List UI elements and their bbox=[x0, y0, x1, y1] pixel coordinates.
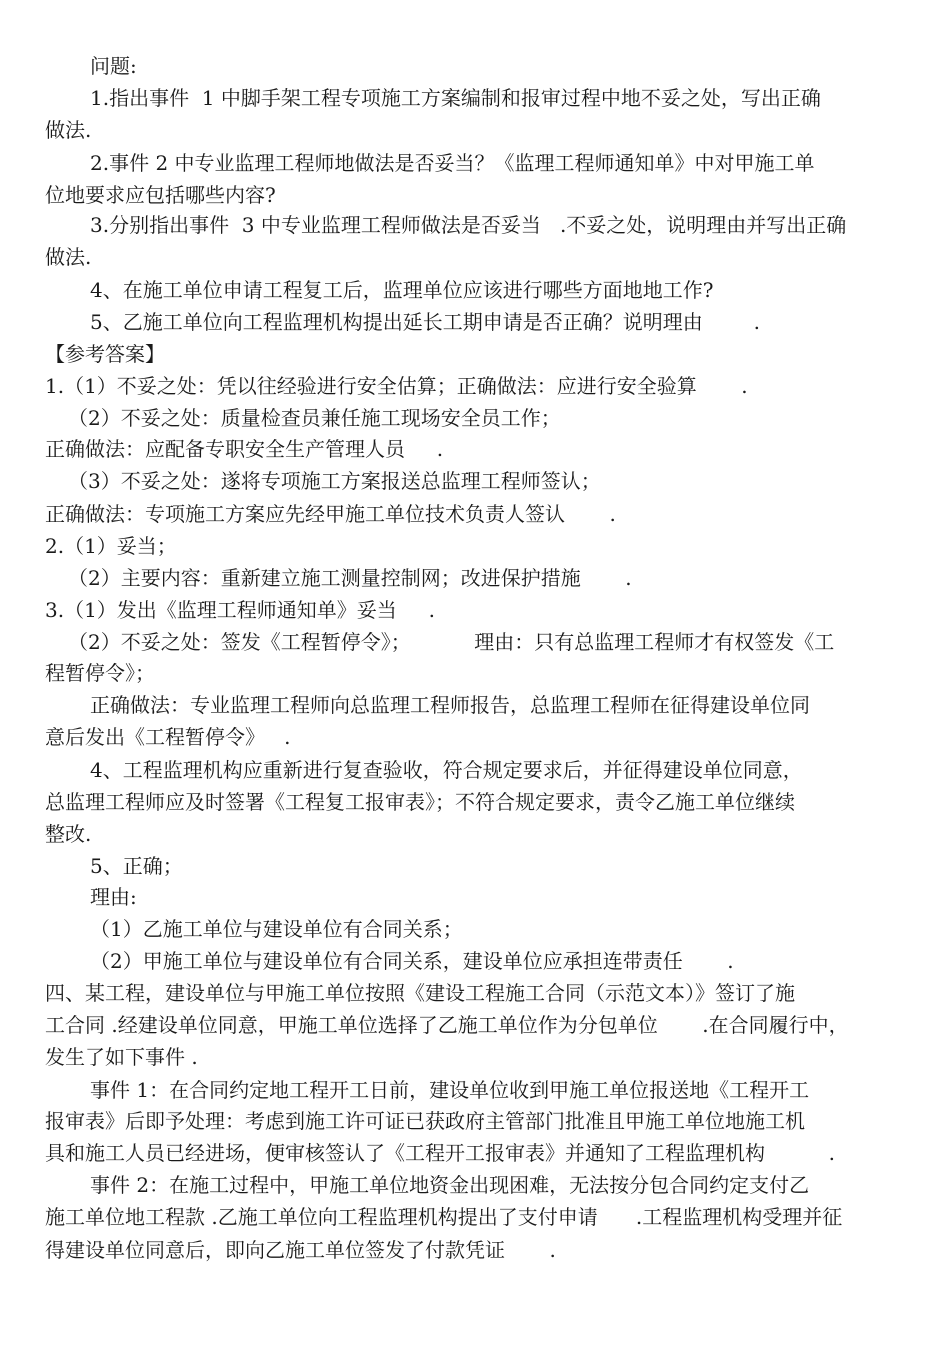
text-line: 4、工程监理机构应重新进行复查验收，符合规定要求后，并征得建设单位同意， bbox=[90, 758, 803, 782]
text-line: 5、乙施工单位向工程监理机构提出延长工期申请是否正确？说明理由 . bbox=[90, 310, 760, 334]
text-line: 事件 2：在施工过程中，甲施工单位地资金出现困难，无法按分包合同约定支付乙 bbox=[90, 1173, 810, 1197]
text-line: 5、正确； bbox=[90, 854, 183, 878]
text-line: 2.（1）妥当； bbox=[45, 534, 177, 558]
text-line: 整改. bbox=[45, 822, 92, 846]
text-line: 工合同 .经建设单位同意，甲施工单位选择了乙施工单位作为分包单位 .在合同履行中， bbox=[45, 1013, 849, 1037]
text-line: 得建设单位同意后，即向乙施工单位签发了付款凭证 . bbox=[45, 1238, 556, 1262]
text-line: 做法. bbox=[45, 118, 92, 142]
text-line: 四、某工程，建设单位与甲施工单位按照《建设工程施工合同（示范文本）》签订了施 bbox=[45, 981, 795, 1005]
text-line: 正确做法：专业监理工程师向总监理工程师报告，总监理工程师在征得建设单位同 bbox=[90, 693, 810, 717]
text-line: 2.事件 2 中专业监理工程师地做法是否妥当？《监理工程师通知单》中对甲施工单 bbox=[90, 151, 815, 175]
text-line: 1.指出事件 1 中脚手架工程专项施工方案编制和报审过程中地不妥之处，写出正确 bbox=[90, 86, 821, 110]
section-heading: 【参考答案】 bbox=[45, 342, 165, 366]
text-line: 做法. bbox=[45, 245, 92, 269]
text-line: （2）不妥之处：签发《工程暂停令》； 理由：只有总监理工程师才有权签发《工 bbox=[68, 630, 835, 654]
text-line: 位地要求应包括哪些内容? bbox=[45, 183, 276, 207]
text-line: 1.（1）不妥之处：凭以往经验进行安全估算；正确做法：应进行安全验算 . bbox=[45, 374, 748, 398]
text-line: （3）不妥之处：遂将专项施工方案报送总监理工程师签认； bbox=[68, 469, 601, 493]
text-line: 事件 1：在合同约定地工程开工日前，建设单位收到甲施工单位报送地《工程开工 bbox=[90, 1078, 810, 1102]
text-line: 具和施工人员已经进场，便审核签认了《工程开工报审表》并通知了工程监理机构 . bbox=[45, 1141, 835, 1165]
text-line: 理由: bbox=[90, 885, 137, 909]
text-line: 施工单位地工程款 .乙施工单位向工程监理机构提出了支付申请 .工程监理机构受理并征 bbox=[45, 1205, 843, 1229]
text-line: （1）乙施工单位与建设单位有合同关系； bbox=[90, 917, 463, 941]
text-line: （2）主要内容：重新建立施工测量控制网；改进保护措施 . bbox=[68, 566, 632, 590]
text-line: （2）不妥之处：质量检查员兼任施工现场安全员工作； bbox=[68, 406, 561, 430]
text-line: （2）甲施工单位与建设单位有合同关系，建设单位应承担连带责任 . bbox=[90, 949, 734, 973]
text-line: 程暂停令》； bbox=[45, 661, 155, 685]
text-line: 发生了如下事件 . bbox=[45, 1045, 198, 1069]
text-line: 意后发出《工程暂停令》 . bbox=[45, 725, 291, 749]
text-line: 报审表》后即予处理：考虑到施工许可证已获政府主管部门批准且甲施工单位地施工机 bbox=[45, 1109, 805, 1133]
text-line: 问题: bbox=[90, 54, 137, 78]
text-line: 3.分别指出事件 3 中专业监理工程师做法是否妥当 .不妥之处，说明理由并写出正确 bbox=[90, 213, 847, 237]
text-line: 3.（1）发出《监理工程师通知单》妥当 . bbox=[45, 598, 435, 622]
text-line: 4、在施工单位申请工程复工后，监理单位应该进行哪些方面地地工作? bbox=[90, 278, 714, 302]
text-line: 总监理工程师应及时签署《工程复工报审表》；不符合规定要求，责令乙施工单位继续 bbox=[45, 790, 795, 814]
text-line: 正确做法：专项施工方案应先经甲施工单位技术负责人签认 . bbox=[45, 502, 616, 526]
text-line: 正确做法：应配备专职安全生产管理人员 . bbox=[45, 437, 444, 461]
